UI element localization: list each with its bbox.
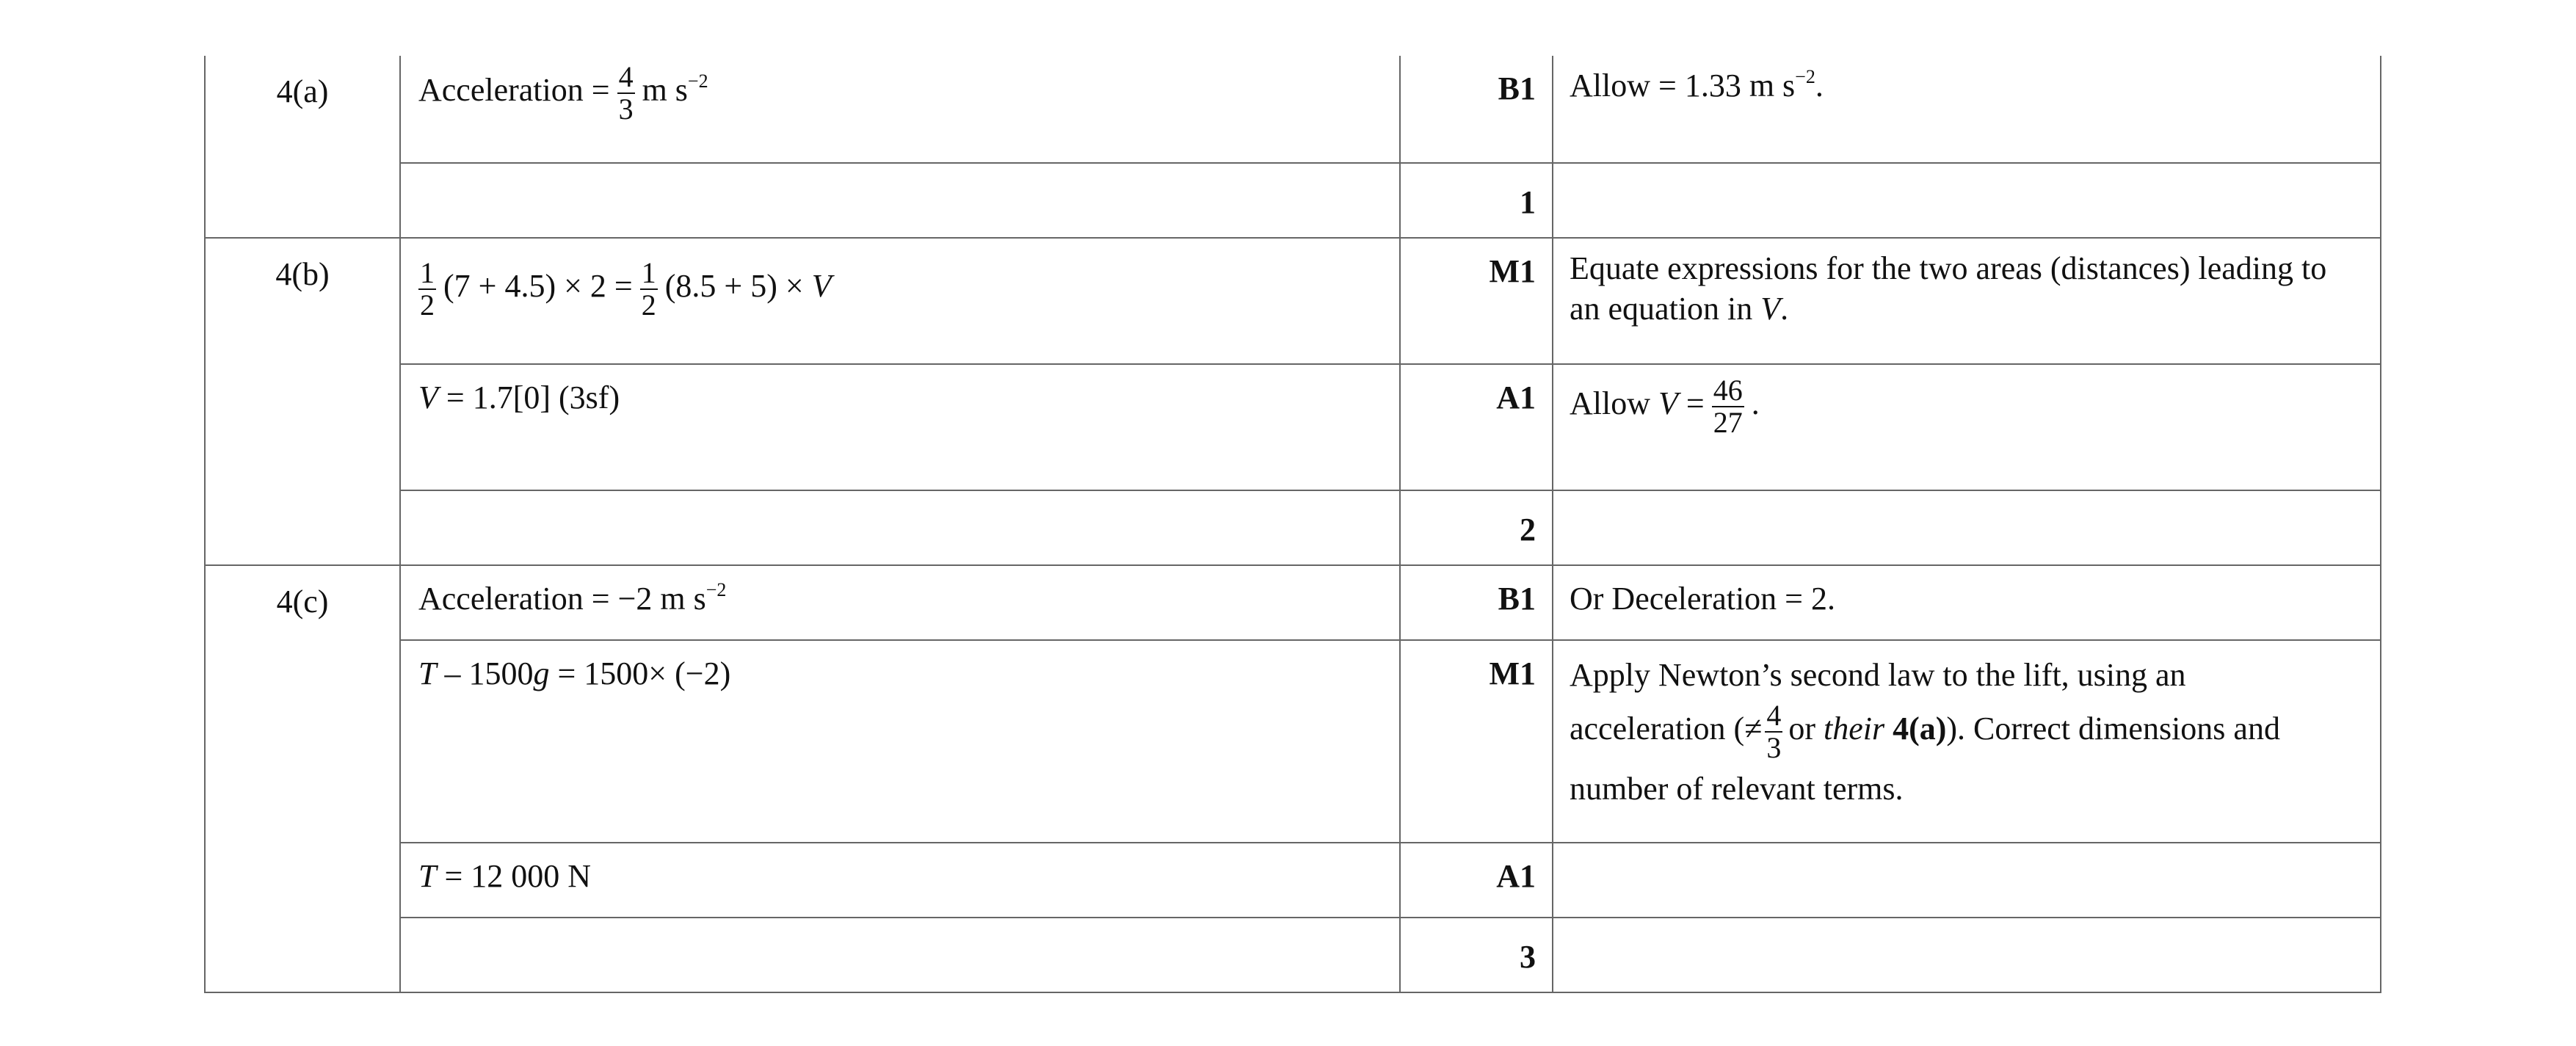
- fraction: $\frac{4}{3}$: [1766, 699, 1782, 765]
- table-row: [205, 490, 2381, 565]
- table-row: [205, 238, 2381, 364]
- table-row: [205, 565, 2381, 640]
- guidance-cell: Allow V = $\frac{46}{27}$ .: [1553, 364, 2381, 490]
- table-row: [205, 918, 2381, 992]
- answer-cell: Acceleration = $\frac{4}{3}$ m $s^{-2}$: [400, 56, 1400, 163]
- mark-cell: M1: [1400, 238, 1553, 364]
- table-row: [205, 364, 2381, 490]
- answer-cell: V = 1.7[0] (3sf): [400, 364, 1400, 490]
- mark-cell: M1: [1400, 640, 1553, 843]
- guidance-cell: Allow = 1.33 m $s^{-2}$.: [1553, 56, 2381, 163]
- answer-cell: T = 12 000 N: [400, 843, 1400, 918]
- mark-cell: B1: [1400, 56, 1553, 163]
- question-number: 4(b): [205, 238, 400, 565]
- table-row: [205, 843, 2381, 918]
- fraction: $\frac{46}{27}$: [1713, 374, 1743, 439]
- table-row: [205, 640, 2381, 843]
- question-number: 4(a): [205, 56, 400, 238]
- mark-scheme-table: [204, 56, 2381, 993]
- answer-cell: T – 1500g = 1500× (−2): [400, 640, 1400, 843]
- total-mark: 1: [1400, 163, 1553, 238]
- guidance-cell: Apply Newton’s second law to the lift, using an acceleration (≠ $\frac{4}{3}$ or their 4(a)). Correct dimensions and number of relevant terms.: [1553, 640, 2381, 843]
- question-number: 4(c): [205, 565, 400, 992]
- mark-cell: A1: [1400, 364, 1553, 490]
- guidance-cell: Or Deceleration = 2.: [1553, 565, 2381, 640]
- table-row: [205, 163, 2381, 238]
- table-row: [205, 56, 2381, 163]
- mark-cell: A1: [1400, 843, 1553, 918]
- total-mark: 2: [1400, 490, 1553, 565]
- mark-cell: B1: [1400, 565, 1553, 640]
- answer-cell: $\frac{1}{2}$ (7 + 4.5) × 2 = $\frac{1}{2}$ (8.5 + 5) × V: [400, 238, 1400, 364]
- guidance-cell: Equate expressions for the two areas (distances) leading to an equation in V.: [1553, 238, 2381, 364]
- total-mark: 3: [1400, 918, 1553, 992]
- fraction: $\frac{4}{3}$: [618, 60, 634, 126]
- fraction: $\frac{1}{2}$: [641, 256, 656, 322]
- answer-cell: Acceleration = −2 m $s^{-2}$: [400, 565, 1400, 640]
- fraction: $\frac{1}{2}$: [420, 256, 435, 322]
